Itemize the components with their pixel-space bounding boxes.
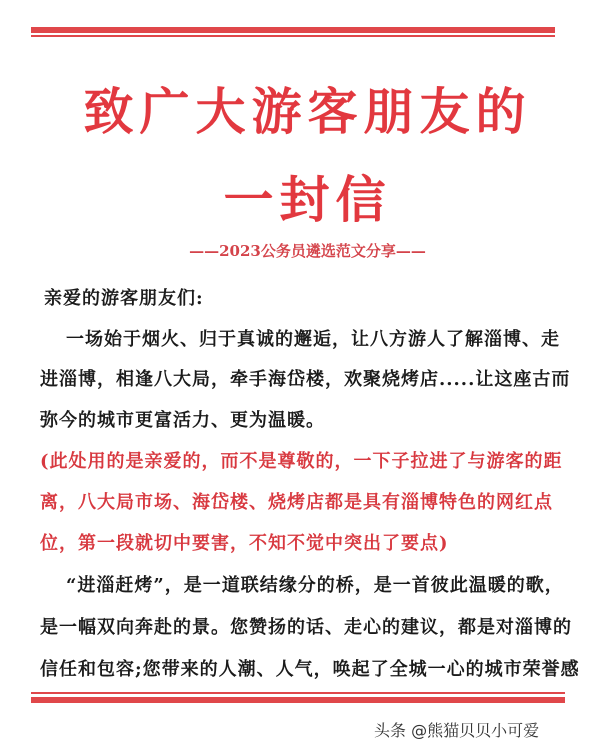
watermark: 头条 @熊猫贝贝小可爱 — [374, 721, 540, 740]
paragraph-1-line: 进淄博，相逢八大局，牵手海岱楼，欢聚烧烤店.....让这座古而 — [40, 369, 571, 390]
greeting: 亲爱的游客朋友们: — [44, 288, 204, 309]
annotation-line: 离，八大局市场、海岱楼、烧烤店都是具有淄博特色的网红点 — [40, 492, 553, 513]
annotation-line: (此处用的是亲爱的，而不是尊敬的，一下子拉进了与游客的距 — [40, 451, 563, 472]
top-rule-thick-ext — [31, 27, 555, 33]
bottom-rule-thick — [31, 697, 565, 703]
subtitle: ——2023公务员遴选范文分享—— — [189, 242, 426, 260]
paragraph-2-line: 是一幅双向奔赴的景。您赞扬的话、走心的建议，都是对淄博的 — [40, 617, 572, 638]
bottom-rule-thin — [31, 692, 565, 694]
annotation-line: 位，第一段就切中要害，不知不觉中突出了要点) — [40, 533, 449, 554]
title-line-1: 致广大游客朋友的 — [83, 82, 532, 141]
title-line-2: 一封信 — [223, 170, 392, 229]
paragraph-2-line: “进淄赶烤”，是一道联结缘分的桥，是一首彼此温暖的歌， — [66, 575, 564, 596]
paragraph-1-line: 一场始于烟火、归于真诚的邂逅，让八方游人了解淄博、走 — [66, 329, 560, 350]
paragraph-1-line: 弥今的城市更富活力、更为温暖。 — [40, 410, 325, 431]
paragraph-2-line: 信任和包容;您带来的人潮、人气，唤起了全城一心的城市荣誉感 — [40, 659, 580, 680]
top-rule-thin — [31, 35, 555, 37]
